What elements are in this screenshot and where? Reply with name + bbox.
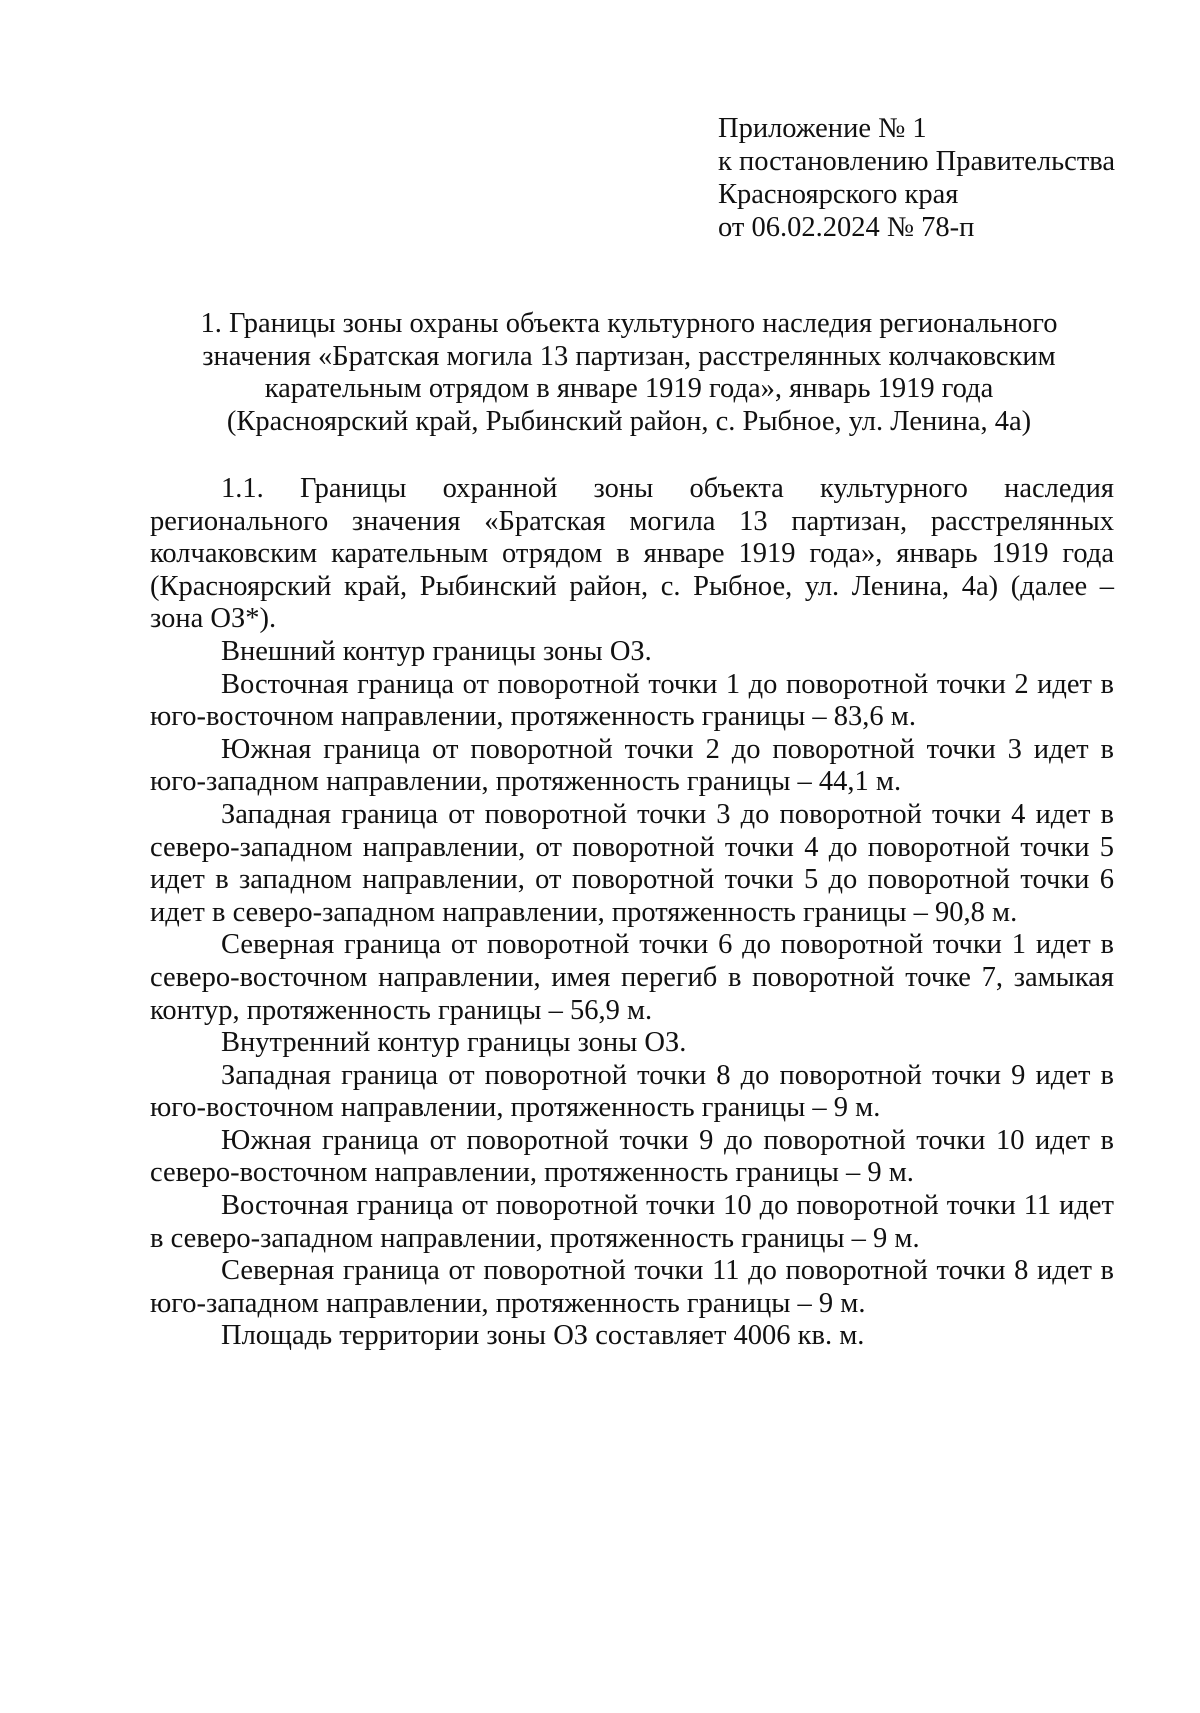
paragraph-outer-east-border: Восточная граница от поворотной точки 1 до поворотной точки 2 идет в юго-восточном направлении, протяженность границы – 83,6 м. <box>150 668 1114 733</box>
section-title <box>150 308 1108 438</box>
paragraph-outer-south-border: Южная граница от поворотной точки 2 до поворотной точки 3 идет в юго-западном направлении, протяженность границы – 44,1 м. <box>150 733 1114 798</box>
document-body <box>150 473 1114 1353</box>
section-title-line-3: карательным отрядом в январе 1919 года», январь 1919 года <box>264 373 994 404</box>
paragraph-inner-south-border: Южная граница от поворотной точки 9 до поворотной точки 10 идет в северо-восточном направлении, протяженность границы – 9 м. <box>150 1124 1114 1189</box>
paragraph-inner-west-border: Западная граница от поворотной точки 8 до поворотной точки 9 идет в юго-восточном направлении, протяженность границы – 9 м. <box>150 1059 1114 1124</box>
paragraph-outer-contour-heading: Внешний контур границы зоны ОЗ. <box>221 635 652 667</box>
paragraph-inner-contour-heading: Внутренний контур границы зоны ОЗ. <box>221 1027 687 1059</box>
paragraph-outer-north-border: Северная граница от поворотной точки 6 до поворотной точки 1 идет в северо-восточном направлении, имея перегиб в поворотной точке 7, замыкая контур, протяженность границы – 56,9 м. <box>150 929 1114 1026</box>
paragraph-outer-west-border: Западная граница от поворотной точки 3 до поворотной точки 4 идет в северо-западном направлении, от поворотной точки 4 до поворотной точки 5 идет в западном направлении, от поворотной точки 5 до поворотной точки 6 идет в северо-западном направлении, протяженность границы – 90,8 м. <box>150 798 1114 928</box>
paragraph-1-1: 1.1. Границы охранной зоны объекта культурного наследия регионального значения «Братская могила 13 партизан, расстрелянных колчаковским карательным отрядом в январе 1919 года», январь 1919 года (Красноярский край, Рыбинский район, с. Рыбное, ул. Ленина, 4а) (далее – зона ОЗ*). <box>150 473 1114 635</box>
appendix-region: Красноярского края <box>718 179 959 210</box>
paragraph-zone-area: Площадь территории зоны ОЗ составляет 4006 кв. м. <box>221 1320 865 1352</box>
appendix-header <box>718 112 1158 244</box>
appendix-number: Приложение № 1 <box>718 113 927 144</box>
section-title-line-1: 1. Границы зоны охраны объекта культурного наследия регионального <box>200 308 1058 339</box>
appendix-resolution-ref: к постановлению Правительства <box>718 146 1116 177</box>
appendix-date-number: от 06.02.2024 № 78-п <box>718 212 975 243</box>
section-title-line-2: значения «Братская могила 13 партизан, расстрелянных колчаковским <box>202 340 1056 372</box>
paragraph-inner-east-border: Восточная граница от поворотной точки 10 до поворотной точки 11 идет в северо-западном направлении, протяженность границы – 9 м. <box>150 1190 1114 1254</box>
section-title-line-4: (Красноярский край, Рыбинский район, с. Рыбное, ул. Ленина, 4а) <box>226 405 1032 437</box>
paragraph-inner-north-border: Северная граница от поворотной точки 11 до поворотной точки 8 идет в юго-западном направлении, протяженность границы – 9 м. <box>150 1255 1114 1319</box>
